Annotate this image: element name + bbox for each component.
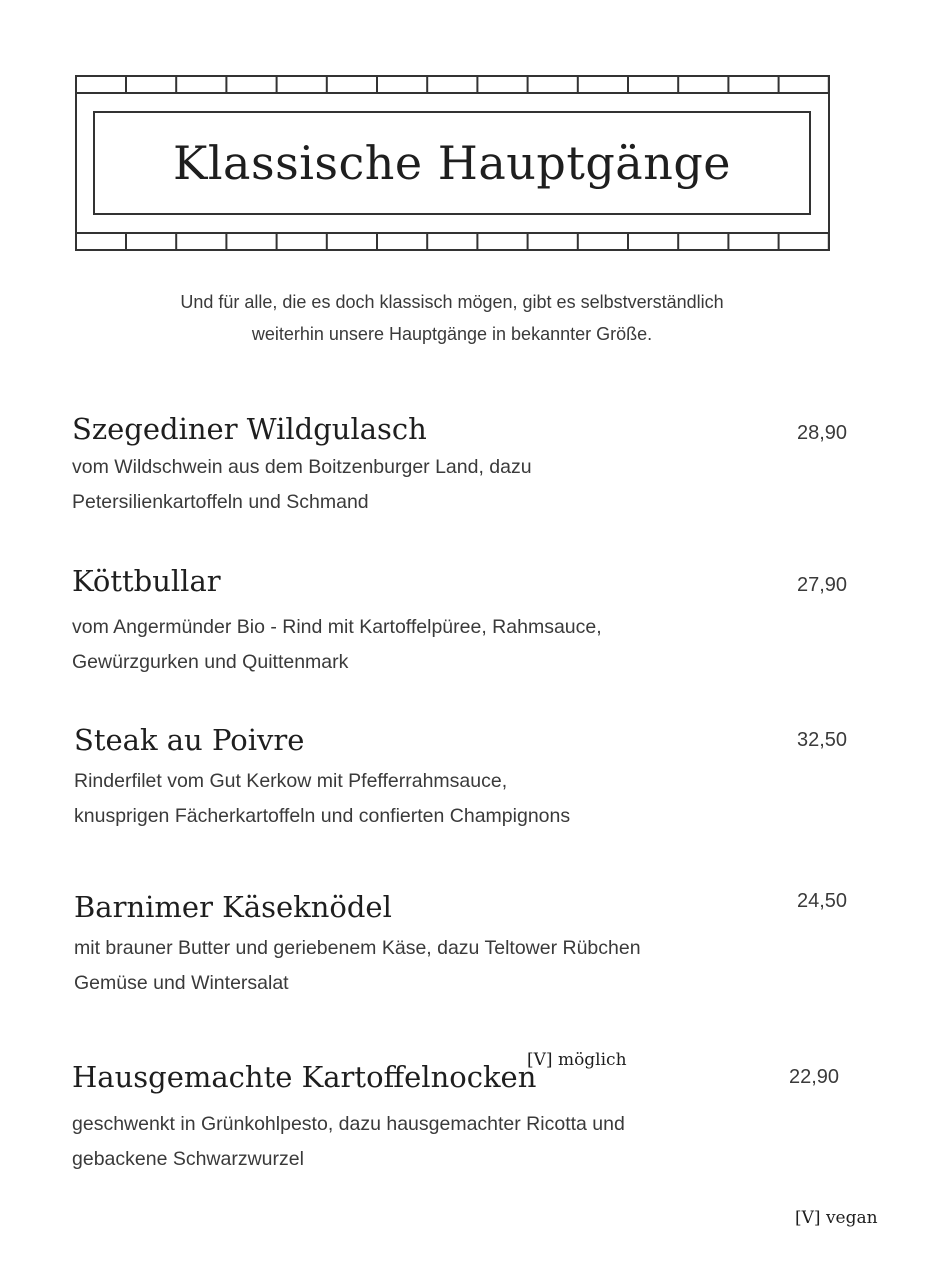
dish-price: 24,50 bbox=[797, 890, 848, 912]
dish-name: Szegediner Wildgulasch bbox=[72, 412, 427, 446]
dish-description bbox=[74, 764, 570, 834]
dish-description bbox=[72, 610, 602, 680]
intro-line: weiterhin unsere Hauptgänge in bekannter Größe. bbox=[251, 324, 653, 344]
dish-price: 28,90 bbox=[797, 422, 848, 444]
intro-text bbox=[100, 286, 804, 350]
vegan-option-note: [V] möglich bbox=[527, 1050, 627, 1070]
dish-description bbox=[72, 1107, 625, 1177]
description-line: Rinderfilet vom Gut Kerkow mit Pfefferrahmsauce, bbox=[74, 770, 508, 792]
description-line: knusprigen Fächerkartoffeln und confierten Champignons bbox=[74, 805, 571, 827]
dish-name: Köttbullar bbox=[72, 564, 221, 598]
description-line: mit brauner Butter und geriebenem Käse, dazu Teltower Rübchen bbox=[74, 937, 641, 959]
dish-name: Hausgemachte Kartoffelnocken bbox=[72, 1060, 537, 1094]
dish-name: Barnimer Käseknödel bbox=[74, 890, 392, 924]
dish-description bbox=[72, 450, 532, 520]
description-line: gebackene Schwarzwurzel bbox=[72, 1148, 304, 1170]
description-line: Petersilienkartoffeln und Schmand bbox=[72, 491, 369, 513]
description-line: geschwenkt in Grünkohlpesto, dazu hausgemachter Ricotta und bbox=[72, 1113, 625, 1135]
dish-price: 27,90 bbox=[797, 574, 848, 596]
description-line: Gemüse und Wintersalat bbox=[74, 972, 289, 994]
description-line: vom Angermünder Bio - Rind mit Kartoffelpüree, Rahmsauce, bbox=[72, 616, 602, 638]
page-title: Klassische Hauptgänge bbox=[172, 136, 732, 190]
dish-description bbox=[74, 931, 641, 1001]
dish-price: 32,50 bbox=[797, 729, 848, 751]
intro-line: Und für alle, die es doch klassisch mögen, gibt es selbstverständlich bbox=[180, 292, 724, 312]
dish-name: Steak au Poivre bbox=[74, 723, 305, 757]
description-line: vom Wildschwein aus dem Boitzenburger Land, dazu bbox=[72, 456, 532, 478]
dish-price: 22,90 bbox=[789, 1066, 840, 1088]
description-line: Gewürzgurken und Quittenmark bbox=[72, 651, 349, 673]
vegan-legend: [V] vegan bbox=[795, 1208, 878, 1228]
